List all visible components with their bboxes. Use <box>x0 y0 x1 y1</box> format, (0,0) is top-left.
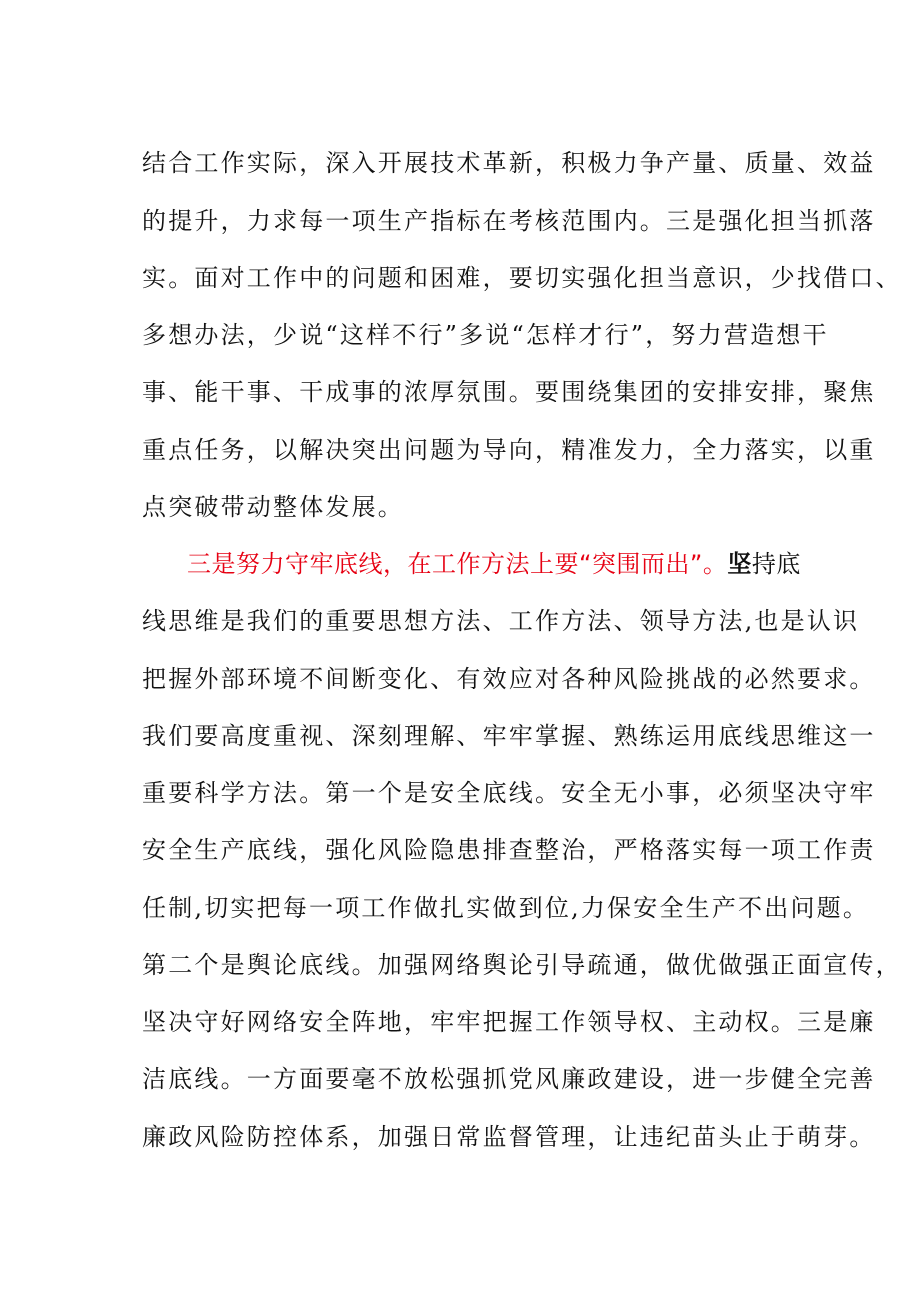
para1-line-2: 的提升，力求每一项生产指标在考核范围内。三是强化担当抓落 <box>142 207 876 235</box>
para1-line-3: 实。面对工作中的问题和困难，要切实强化担当意识，少找借口、 <box>142 264 902 292</box>
para1-line-6: 重点任务，以解决突出问题为导向，精准发力，全力落实，以重 <box>142 436 876 464</box>
para2-line-3: 把握外部环境不间断变化、有效应对各种风险挑战的必然要求。 <box>142 665 876 693</box>
para2-line-4: 我们要高度重视、深刻理解、牢牢掌握、熟练运用底线思维这一 <box>142 722 876 750</box>
para1-line-4: 多想办法，少说“这样不行”多说“怎样才行”，努力营造想干 <box>142 321 829 349</box>
para2-line-11: 廉政风险防控体系，加强日常监督管理，让违纪苗头止于萌芽。 <box>142 1123 876 1151</box>
para2-line-10: 洁底线。一方面要毫不放松强抓党风廉政建设，进一步健全完善 <box>142 1065 876 1093</box>
para1-line-5: 事、能干事、干成事的浓厚氛围。要围绕集团的安排安排，聚焦 <box>142 378 876 406</box>
section-heading: 三是努力守牢底线，在工作方法上要“突围而出”。 <box>187 550 728 578</box>
para2-line-7: 任制,切实把每一项工作做扎实做到位,力保安全生产不出问题。 <box>142 894 870 922</box>
para2-line-6: 安全生产底线，强化风险隐患排查整治，严格落实每一项工作责 <box>142 836 876 864</box>
para2-line-8: 第二个是舆论底线。加强网络舆论引导疏通，做优做强正面宣传， <box>142 951 902 979</box>
para1-line-1: 结合工作实际，深入开展技术革新，积极力争产量、质量、效益 <box>142 149 876 177</box>
first-line-rest: 持底 <box>751 550 801 578</box>
heading-lead-char: 坚 <box>727 550 752 578</box>
para2-line-9: 坚决守好网络安全阵地，牢牢把握工作领导权、主动权。三是廉 <box>142 1008 876 1036</box>
para2-line-2: 线思维是我们的重要思想方法、工作方法、领导方法,也是认识 <box>142 607 860 635</box>
para2-first-line <box>187 544 801 584</box>
para2-line-5: 重要科学方法。第一个是安全底线。安全无小事，必须坚决守牢 <box>142 779 876 807</box>
para1-line-7: 点突破带动整体发展。 <box>142 493 404 521</box>
